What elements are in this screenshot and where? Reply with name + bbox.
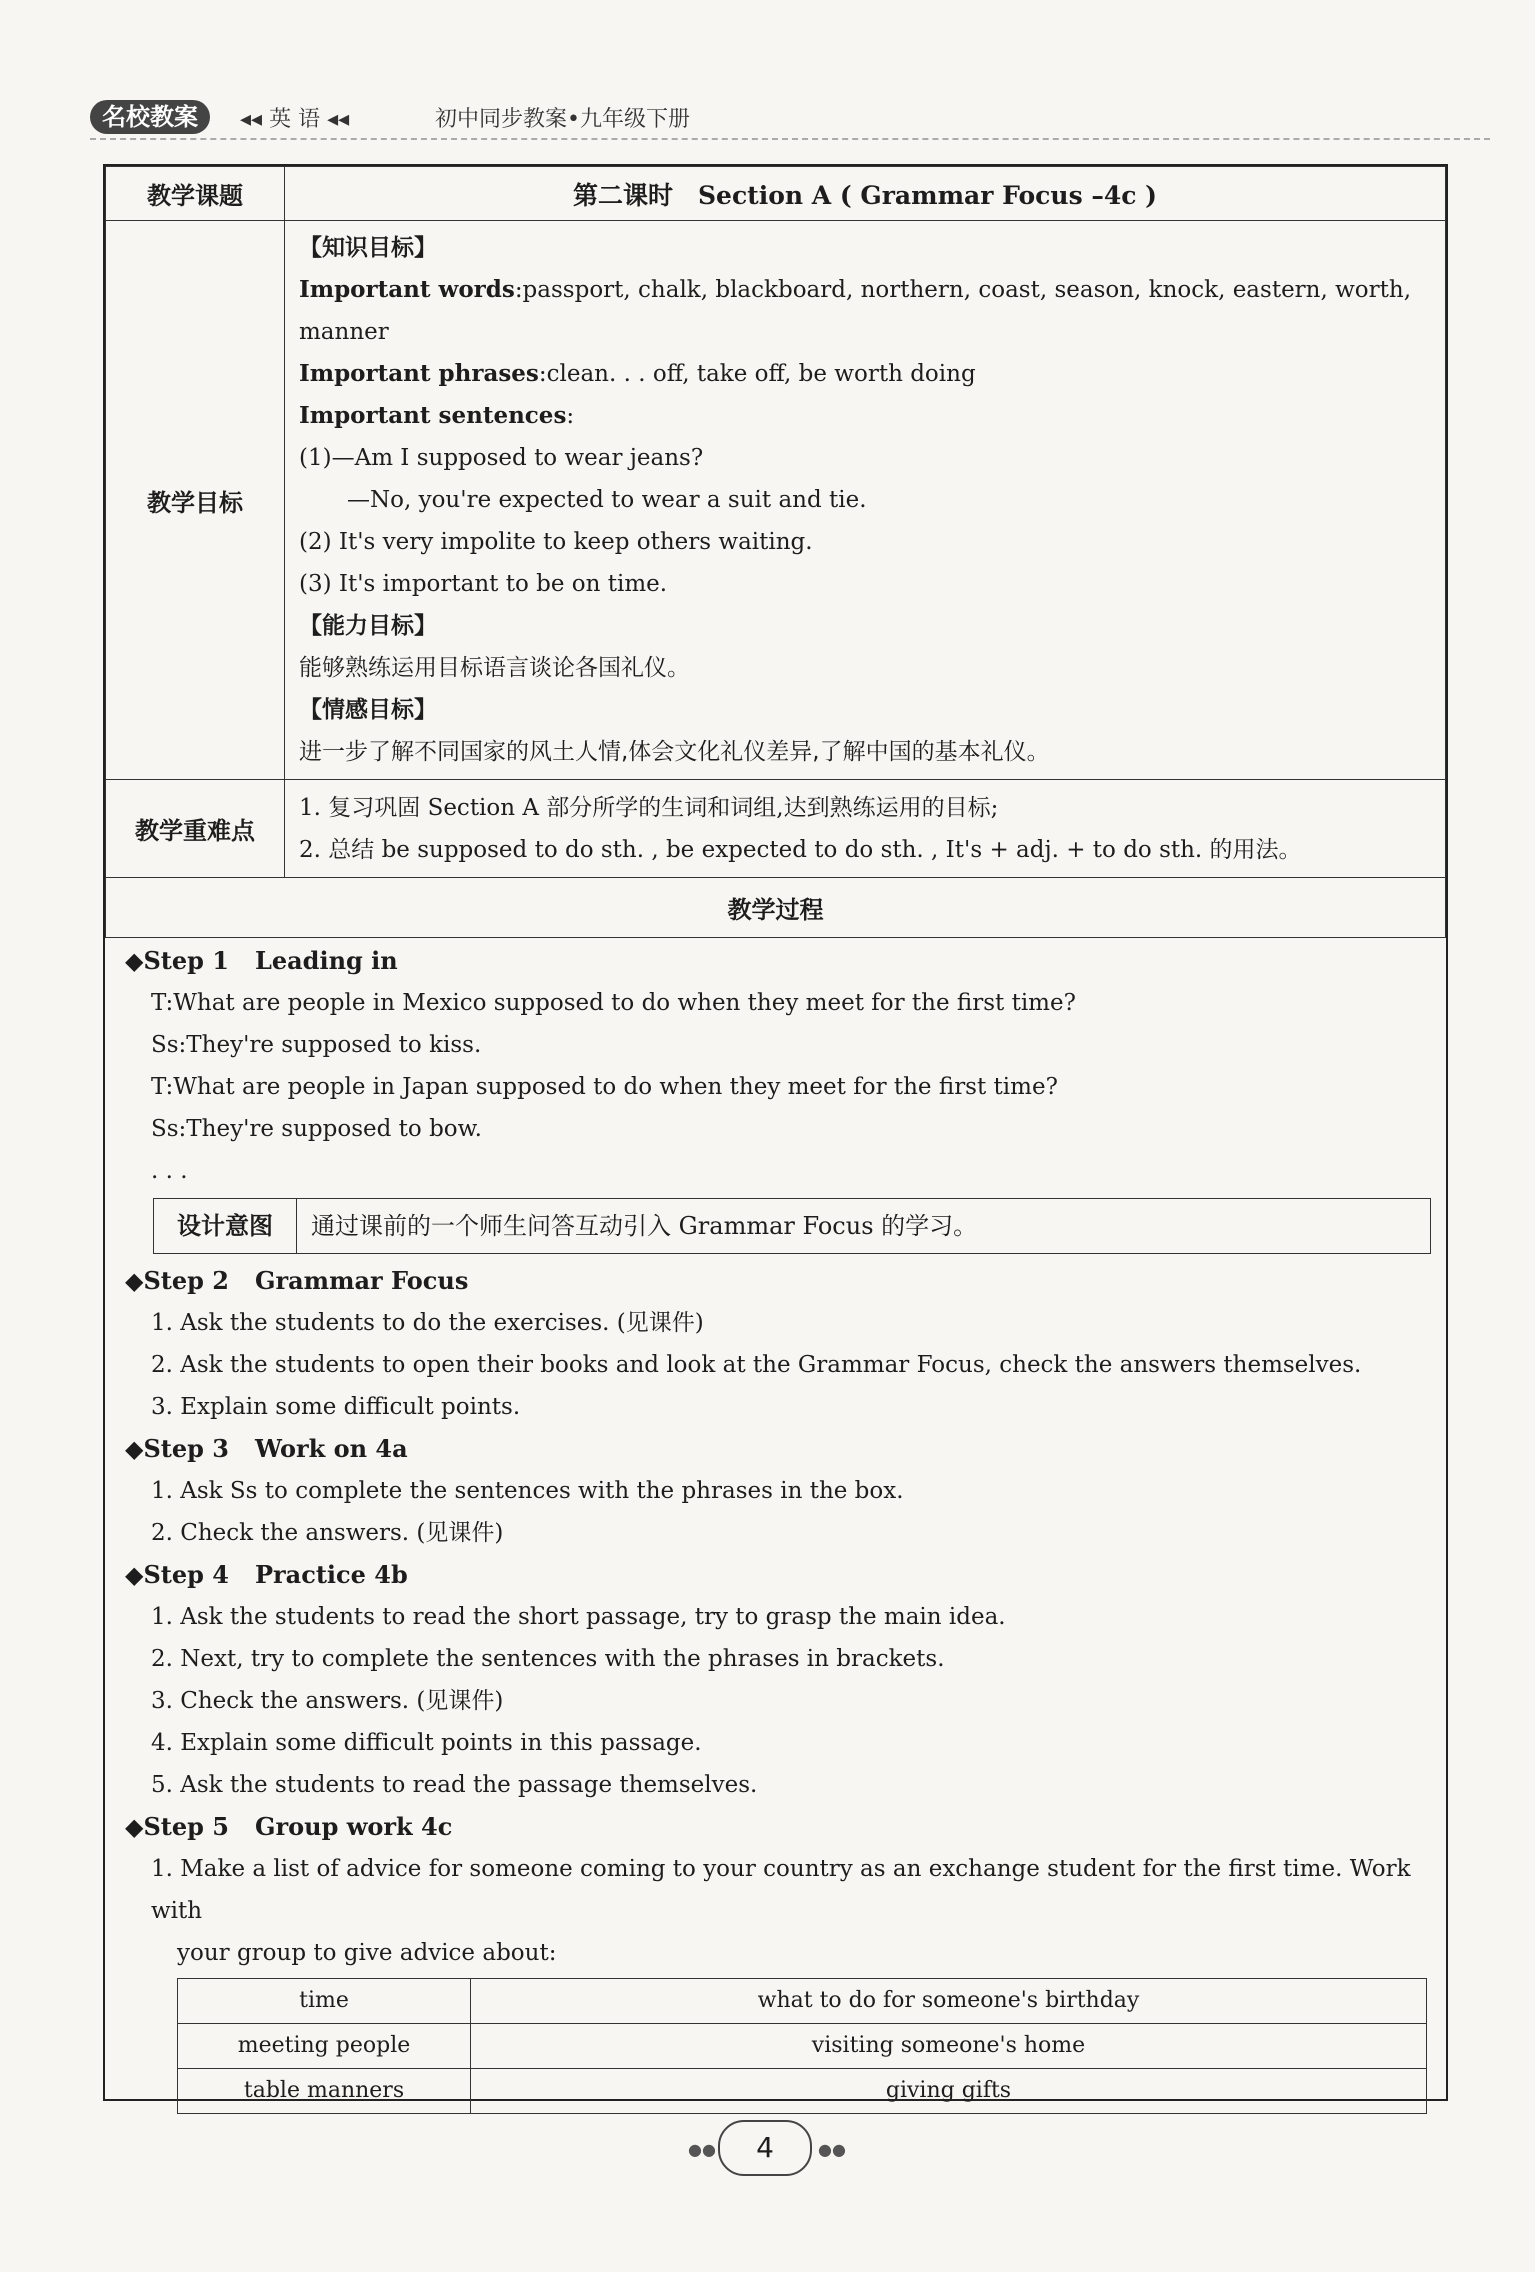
ability-heading: 【能力目标】 bbox=[299, 613, 437, 639]
step-3-title: Work on 4a bbox=[254, 1434, 408, 1463]
step-4-number: ◆Step 4 bbox=[125, 1560, 229, 1589]
advice-cell: visiting someone's home bbox=[471, 2024, 1427, 2069]
advice-cell: giving gifts bbox=[471, 2069, 1427, 2114]
table-row bbox=[178, 1979, 1427, 2024]
table-row bbox=[178, 2069, 1427, 2114]
phrases-text: :clean. . . off, take off, be worth doing bbox=[538, 361, 976, 387]
keypoint-2: 2. 总结 be supposed to do sth. , be expected to do sth. , It's + adj. + to do sth. 的用法。 bbox=[299, 836, 1302, 863]
goals-label: 教学目标 bbox=[106, 221, 285, 780]
goals-content bbox=[285, 221, 1446, 780]
step-2-heading bbox=[125, 1260, 1435, 1302]
words-label: Important words bbox=[299, 276, 515, 303]
phrases-label: Important phrases bbox=[299, 360, 539, 387]
teaching-process bbox=[125, 940, 1435, 2114]
step-5-line-2: your group to give advice about: bbox=[177, 1940, 557, 1966]
step-1-line-2: Ss:They're supposed to kiss. bbox=[151, 1032, 482, 1058]
sentence-3: (3) It's important to be on time. bbox=[299, 571, 668, 597]
emotion-heading: 【情感目标】 bbox=[299, 697, 437, 723]
step-5-number: ◆Step 5 bbox=[125, 1812, 229, 1841]
keypoint-1: 1. 复习巩固 Section A 部分所学的生词和词组,达到熟练运用的目标; bbox=[299, 794, 999, 821]
step-5-heading bbox=[125, 1806, 1435, 1848]
topic-label: 教学课题 bbox=[106, 167, 285, 221]
keypoints-content bbox=[285, 780, 1446, 878]
step-4-line-5: 5. Ask the students to read the passage themselves. bbox=[151, 1772, 758, 1798]
step-5-title: Group work 4c bbox=[254, 1812, 453, 1841]
step-3-line-1: 1. Ask Ss to complete the sentences with the phrases in the box. bbox=[151, 1478, 904, 1504]
series-logo: 名校教案 bbox=[90, 100, 210, 134]
advice-cell: meeting people bbox=[178, 2024, 471, 2069]
keypoints-label: 教学重难点 bbox=[106, 780, 285, 878]
step-3-heading bbox=[125, 1428, 1435, 1470]
step-1-title: Leading in bbox=[254, 946, 398, 975]
sentence-1a: (1)—Am I supposed to wear jeans? bbox=[299, 445, 704, 471]
sentences-colon: : bbox=[566, 403, 575, 429]
page-ornament-right: ●● bbox=[818, 2140, 846, 2159]
advice-cell: time bbox=[178, 1979, 471, 2024]
page-ornament-left: ●● bbox=[688, 2140, 716, 2159]
process-label: 教学过程 bbox=[106, 878, 1446, 938]
step-4-title: Practice 4b bbox=[254, 1560, 408, 1589]
page-number: 4 bbox=[718, 2120, 812, 2176]
step-2-title: Grammar Focus bbox=[254, 1266, 469, 1295]
header-divider bbox=[90, 138, 1490, 140]
step-4-line-4: 4. Explain some difficult points in this passage. bbox=[151, 1730, 702, 1756]
topic-row bbox=[106, 167, 1446, 221]
words-line bbox=[299, 269, 1431, 353]
advice-cell: what to do for someone's birthday bbox=[471, 1979, 1427, 2024]
words-text: :passport, chalk, blackboard, northern, coast, season, knock, eastern, worth, manner bbox=[299, 277, 1412, 345]
step-1-line-4: Ss:They're supposed to bow. bbox=[151, 1116, 482, 1142]
step-4-line-1: 1. Ask the students to read the short passage, try to grasp the main idea. bbox=[151, 1604, 1006, 1630]
page-header bbox=[90, 96, 1490, 142]
step-1-line-5: . . . bbox=[151, 1158, 188, 1184]
step-1-line-1: T:What are people in Mexico supposed to do when they meet for the first time? bbox=[151, 990, 1076, 1016]
phrases-line bbox=[299, 353, 1431, 395]
step-1-heading bbox=[125, 940, 1435, 982]
table-row bbox=[178, 2024, 1427, 2069]
step-1-number: ◆Step 1 bbox=[125, 946, 229, 975]
sentence-2: (2) It's very impolite to keep others waiting. bbox=[299, 529, 813, 555]
step-2-line-3: 3. Explain some difficult points. bbox=[151, 1394, 521, 1420]
keypoints-row bbox=[106, 780, 1446, 878]
sentences-line bbox=[299, 395, 1431, 437]
emotion-text: 进一步了解不同国家的风土人情,体会文化礼仪差异,了解中国的基本礼仪。 bbox=[299, 739, 1050, 765]
advice-cell: table manners bbox=[178, 2069, 471, 2114]
sentence-1b: —No, you're expected to wear a suit and tie. bbox=[347, 487, 867, 513]
book-title: 初中同步教案•九年级下册 bbox=[435, 107, 690, 132]
step-2-line-2: 2. Ask the students to open their books and look at the Grammar Focus, check the answers themselves. bbox=[151, 1352, 1362, 1378]
ability-text: 能够熟练运用目标语言谈论各国礼仪。 bbox=[299, 655, 690, 681]
knowledge-heading: 【知识目标】 bbox=[299, 235, 437, 261]
goals-row bbox=[106, 221, 1446, 780]
design-intent-label: 设计意图 bbox=[154, 1199, 297, 1254]
subject-label: ◂◂ 英 语 ◂◂ bbox=[240, 107, 350, 132]
process-header-row bbox=[106, 878, 1446, 938]
design-intent-text: 通过课前的一个师生问答互动引入 Grammar Focus 的学习。 bbox=[297, 1199, 1431, 1254]
step-1-line-3: T:What are people in Japan supposed to do when they meet for the first time? bbox=[151, 1074, 1058, 1100]
step-3-line-2: 2. Check the answers. (见课件) bbox=[151, 1520, 504, 1546]
sentences-label: Important sentences bbox=[299, 402, 567, 429]
design-intent-box bbox=[153, 1198, 1431, 1254]
step-4-heading bbox=[125, 1554, 1435, 1596]
step-2-line-1: 1. Ask the students to do the exercises. (见课件) bbox=[151, 1310, 704, 1336]
step-4-line-3: 3. Check the answers. (见课件) bbox=[151, 1688, 504, 1714]
step-3-number: ◆Step 3 bbox=[125, 1434, 229, 1463]
advice-table bbox=[177, 1978, 1427, 2114]
topic-title: 第二课时 Section A ( Grammar Focus –4c ) bbox=[285, 167, 1446, 221]
step-5-line-1: 1. Make a list of advice for someone coming to your country as an exchange student for the first time. Work with bbox=[151, 1856, 1411, 1924]
step-4-line-2: 2. Next, try to complete the sentences with the phrases in brackets. bbox=[151, 1646, 945, 1672]
lesson-table bbox=[105, 166, 1446, 938]
step-2-number: ◆Step 2 bbox=[125, 1266, 229, 1295]
